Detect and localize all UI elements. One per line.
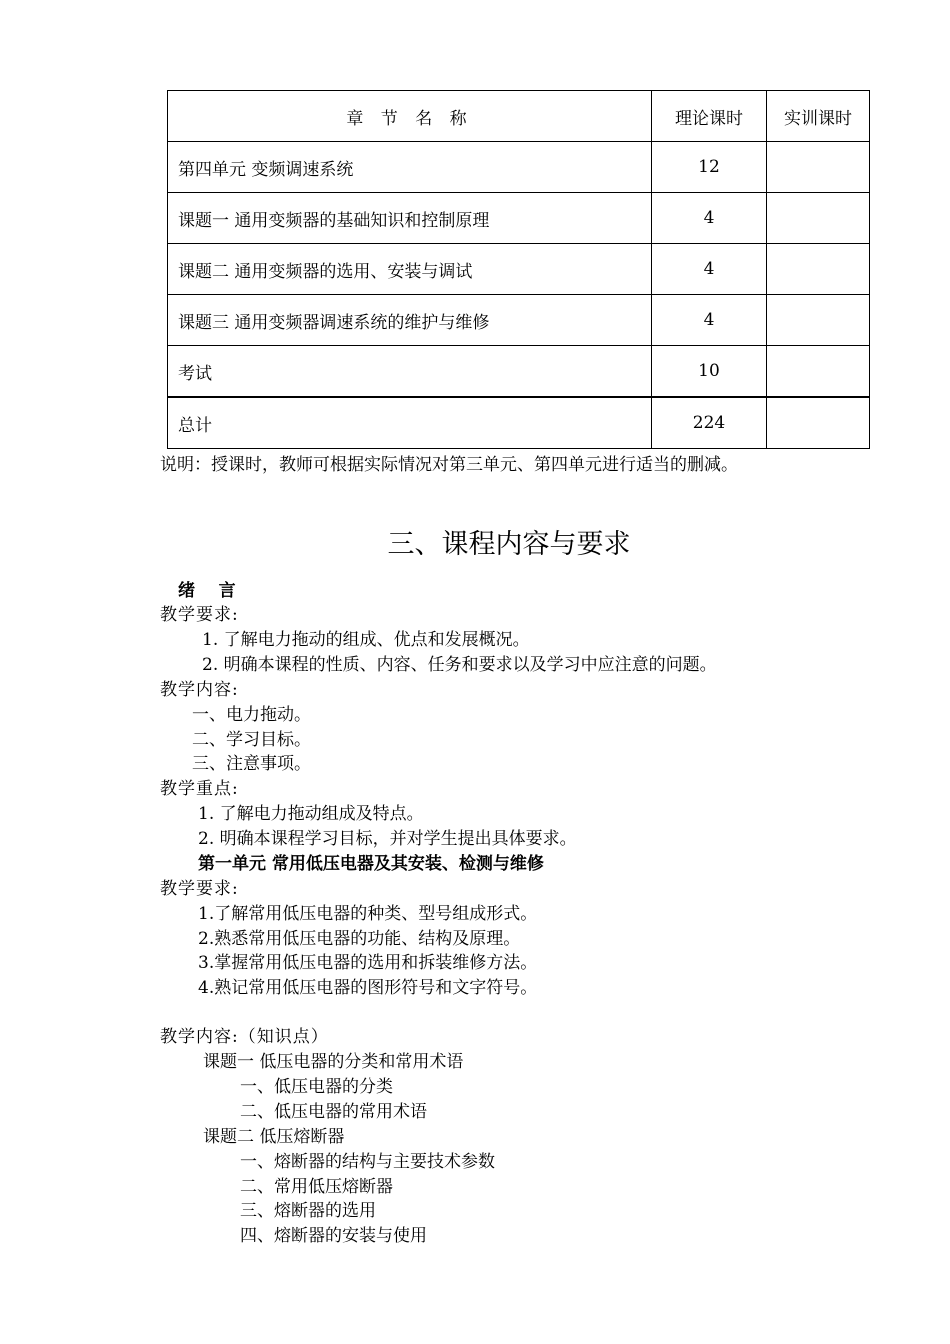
row-name: 课题二 通用变频器的选用、安装与调试 bbox=[168, 244, 652, 295]
row-theory: 4 bbox=[652, 193, 767, 244]
table-row bbox=[168, 244, 870, 295]
unit1-topic-2-item: 三、熔断器的选用 bbox=[240, 1201, 376, 1221]
table-row bbox=[168, 142, 870, 193]
row-theory: 4 bbox=[652, 244, 767, 295]
total-theory: 224 bbox=[652, 397, 767, 449]
intro-key-point-item: 2. 明确本课程学习目标，并对学生提出具体要求。 bbox=[198, 829, 577, 849]
intro-requirement-item: 1. 了解电力拖动的组成、优点和发展概况。 bbox=[202, 630, 530, 650]
intro-key-point-item: 1. 了解电力拖动组成及特点。 bbox=[198, 804, 424, 824]
unit1-topic-2: 课题二 低压熔断器 bbox=[203, 1127, 345, 1147]
table-row bbox=[168, 193, 870, 244]
row-practice bbox=[767, 142, 870, 193]
unit1-requirement-item: 3.掌握常用低压电器的选用和拆装维修方法。 bbox=[198, 953, 538, 973]
intro-key-points-label: 教学重点: bbox=[160, 779, 239, 799]
row-theory: 12 bbox=[652, 142, 767, 193]
intro-content-item: 二、学习目标。 bbox=[192, 730, 311, 750]
unit1-requirement-item: 4.熟记常用低压电器的图形符号和文字符号。 bbox=[198, 978, 538, 998]
unit1-requirement-item: 2.熟悉常用低压电器的功能、结构及原理。 bbox=[198, 929, 521, 949]
unit1-content-label: 教学内容:（知识点） bbox=[160, 1027, 329, 1047]
section-title: 三、课程内容与要求 bbox=[387, 529, 631, 560]
row-theory: 10 bbox=[652, 346, 767, 398]
unit1-topic-1-item: 一、低压电器的分类 bbox=[240, 1077, 393, 1097]
unit1-requirements-label: 教学要求: bbox=[160, 879, 239, 899]
total-name: 总计 bbox=[168, 397, 652, 449]
unit1-requirement-item: 1.了解常用低压电器的种类、型号组成形式。 bbox=[198, 904, 538, 924]
unit1-topic-2-item: 二、常用低压熔断器 bbox=[240, 1177, 393, 1197]
row-name: 第四单元 变频调速系统 bbox=[168, 142, 652, 193]
row-practice bbox=[767, 244, 870, 295]
intro-title: 绪 言 bbox=[178, 581, 236, 601]
table-total-row bbox=[168, 397, 870, 449]
unit1-topic-1-item: 二、低压电器的常用术语 bbox=[240, 1102, 427, 1122]
intro-content-item: 一、电力拖动。 bbox=[192, 705, 311, 725]
row-theory: 4 bbox=[652, 295, 767, 346]
intro-content-item: 三、注意事项。 bbox=[192, 754, 311, 774]
row-name: 课题一 通用变频器的基础知识和控制原理 bbox=[168, 193, 652, 244]
intro-requirements-label: 教学要求: bbox=[160, 605, 239, 625]
row-name: 考试 bbox=[168, 346, 652, 398]
table-row bbox=[168, 346, 870, 398]
unit1-topic-2-item: 四、熔断器的安装与使用 bbox=[240, 1226, 427, 1246]
intro-requirement-item: 2. 明确本课程的性质、内容、任务和要求以及学习中应注意的问题。 bbox=[202, 655, 717, 675]
course-hours-table bbox=[167, 90, 870, 449]
row-practice bbox=[767, 193, 870, 244]
header-chapter-name: 章 节 名 称 bbox=[168, 91, 652, 142]
table-header-row bbox=[168, 91, 870, 142]
row-name: 课题三 通用变频器调速系统的维护与维修 bbox=[168, 295, 652, 346]
header-theory-hours: 理论课时 bbox=[652, 91, 767, 142]
unit1-topic-1: 课题一 低压电器的分类和常用术语 bbox=[203, 1052, 464, 1072]
table-row bbox=[168, 295, 870, 346]
table-note: 说明：授课时，教师可根据实际情况对第三单元、第四单元进行适当的删减。 bbox=[160, 455, 738, 475]
row-practice bbox=[767, 295, 870, 346]
unit1-topic-2-item: 一、熔断器的结构与主要技术参数 bbox=[240, 1152, 495, 1172]
total-practice bbox=[767, 397, 870, 449]
header-practice-hours: 实训课时 bbox=[767, 91, 870, 142]
intro-content-label: 教学内容: bbox=[160, 680, 239, 700]
row-practice bbox=[767, 346, 870, 398]
unit1-title: 第一单元 常用低压电器及其安装、检测与维修 bbox=[198, 854, 544, 874]
